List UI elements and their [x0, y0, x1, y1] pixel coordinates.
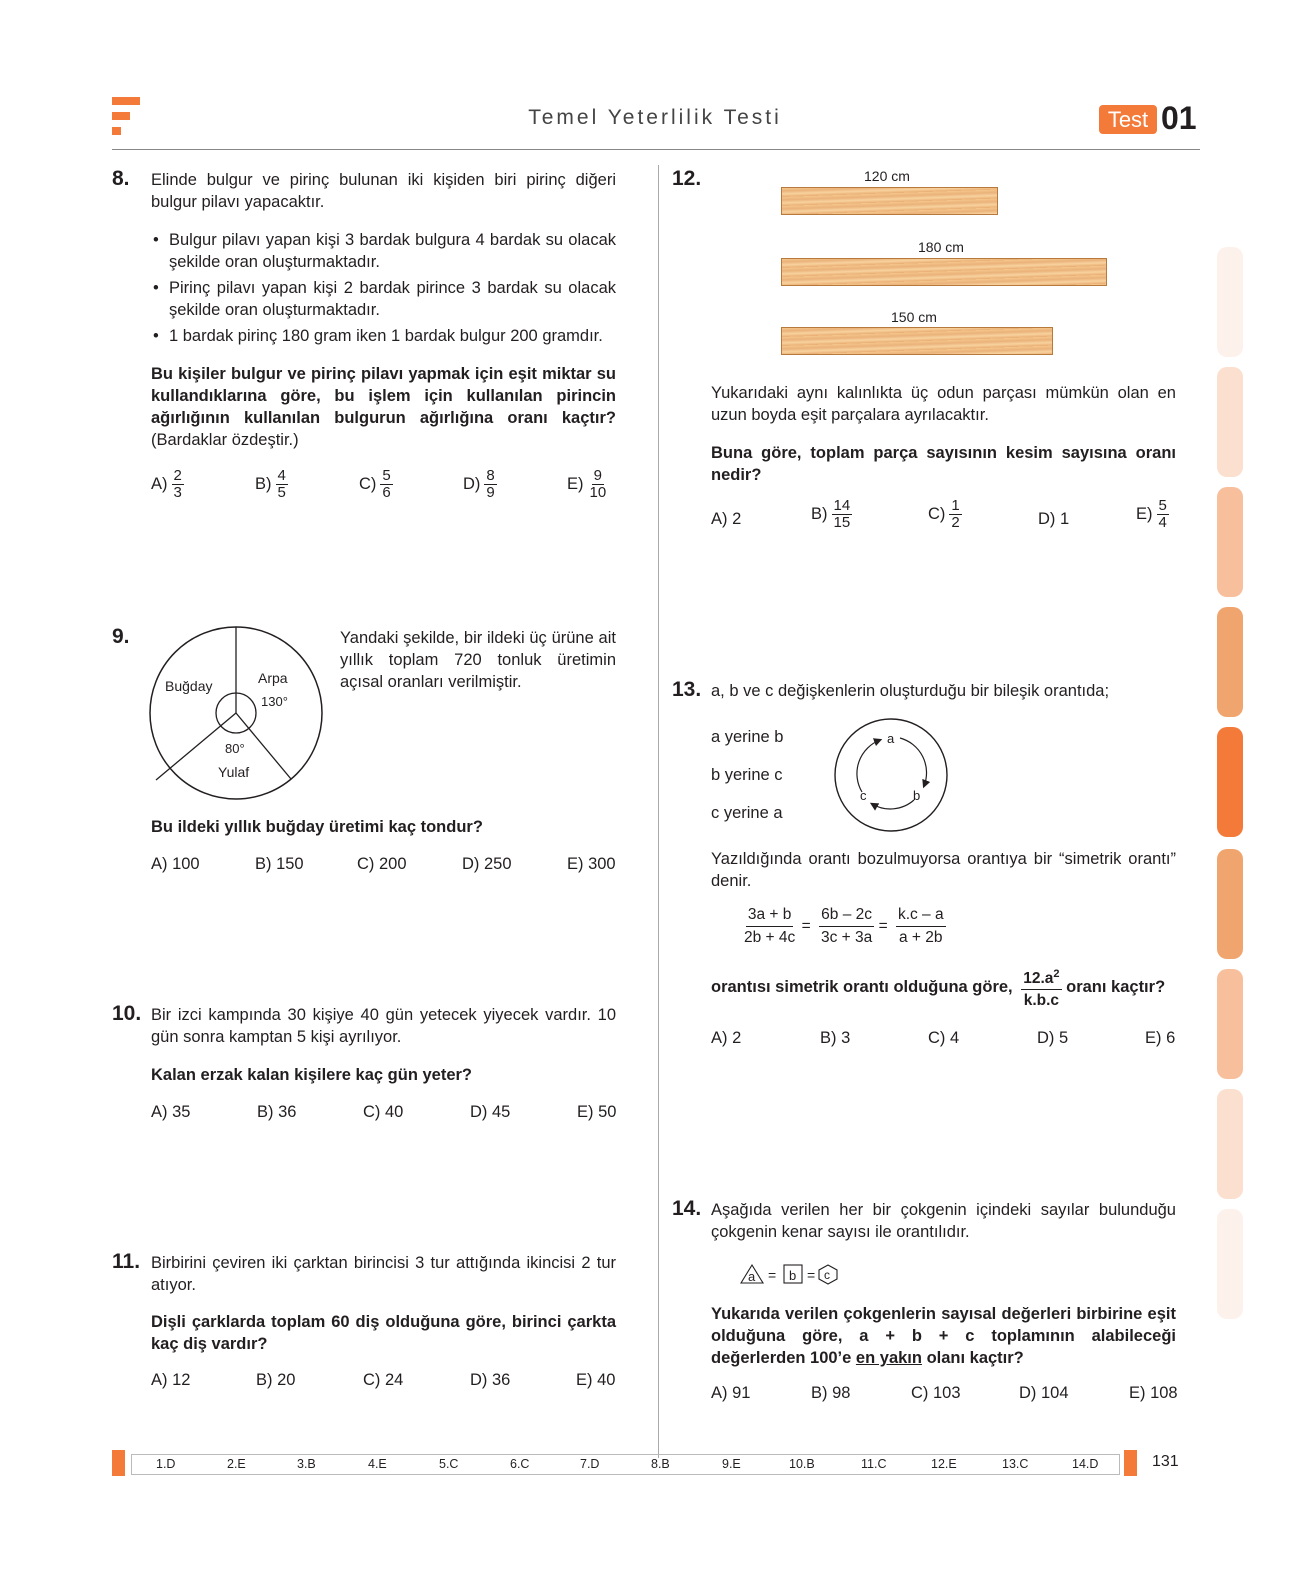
option-a[interactable]: A) 35	[151, 1103, 191, 1121]
footer-accent-left	[112, 1450, 125, 1476]
option-b[interactable]: B) 98	[811, 1384, 851, 1402]
page-header-title: Temel Yeterlilik Testi	[528, 106, 782, 129]
option-d[interactable]: D) 45	[470, 1103, 511, 1121]
test-number: 01	[1161, 100, 1197, 136]
option-a[interactable]: A) 100	[151, 855, 200, 873]
substitution-line: b yerine c	[711, 766, 783, 784]
equals-sign: =	[768, 1267, 777, 1283]
question-number: 13.	[672, 678, 702, 701]
side-tab	[1217, 849, 1243, 959]
question-stem: Yukarıda verilen çokgenlerin sayısal değerleri birbirine eşit olduğuna göre, a + b + c toplamının alabileceği değerlerden 100’e en yakın olanı kaçtır?	[711, 1305, 1176, 1367]
option-b[interactable]: B) 3	[820, 1029, 851, 1047]
answer-key-item: 12.E	[931, 1457, 957, 1471]
question-stem: Kalan erzak kalan kişilere kaç gün yeter?	[151, 1066, 473, 1084]
answer-key-item: 7.D	[580, 1457, 600, 1471]
answer-key-item: 9.E	[722, 1457, 741, 1471]
option-a[interactable]: A) 2	[711, 1029, 742, 1047]
option-d[interactable]: D) 36	[470, 1371, 511, 1389]
answer-key-item: 6.C	[510, 1457, 530, 1471]
cycle-label-a: a	[887, 731, 895, 746]
wood-log	[781, 258, 1107, 286]
answer-key-item: 14.D	[1072, 1457, 1099, 1471]
bullet-item: • 1 bardak pirinç 180 gram iken 1 bardak bulgur 200 gramdır.	[151, 325, 616, 347]
option-e[interactable]: E) 300	[567, 855, 616, 873]
header-divider	[112, 149, 1200, 150]
question-intro: Elinde bulgur ve pirinç bulunan iki kişiden biri pirinç diğeri bulgur pilavı yapacaktır.	[151, 171, 616, 211]
side-tab	[1217, 969, 1243, 1079]
option-d[interactable]: D) 250	[462, 855, 512, 873]
option-d[interactable]: D) 104	[1019, 1384, 1069, 1402]
question-number: 12.	[672, 167, 702, 190]
log-length-label: 150 cm	[891, 309, 937, 325]
question-number: 11.	[112, 1250, 141, 1273]
question-number: 8.	[112, 167, 130, 190]
cycle-arrow	[857, 740, 880, 792]
answer-key-item: 11.C	[861, 1457, 887, 1471]
question-number: 14.	[672, 1197, 702, 1220]
question-stem	[151, 363, 616, 451]
question-text: Yukarıdaki aynı kalınlıkta üç odun parçası mümkün olan en uzun boyda eşit parçalara ayrılacaktır.	[711, 384, 1176, 424]
option-c[interactable]: C) 40	[363, 1103, 404, 1121]
option-d[interactable]: D) 1	[1038, 510, 1070, 528]
answer-key-item: 3.B	[297, 1457, 316, 1471]
option-e[interactable]: E) $\frac{5}{4}$	[1136, 497, 1167, 531]
answer-key-item: 2.E	[227, 1457, 246, 1471]
bullet-item: • Bulgur pilavı yapan kişi 3 bardak bulgura 4 bardak su olacak şekilde oran oluşturmaktadır.	[151, 229, 616, 273]
pie-label-barley: Arpa	[258, 670, 288, 686]
bullet-item: • Pirinç pilavı yapan kişi 2 bardak pirince 3 bardak su olacak şekilde oran oluşturmaktadır.	[151, 277, 616, 321]
side-tab	[1217, 247, 1243, 357]
cycle-arrow	[900, 738, 927, 786]
option-c[interactable]: C) 103	[911, 1384, 961, 1402]
option-e[interactable]: E) $\frac{9}{10}$	[567, 467, 607, 501]
option-c[interactable]: C) 4	[928, 1029, 960, 1047]
answer-key-item: 13.C	[1002, 1457, 1029, 1471]
pie-diagram	[148, 625, 328, 805]
side-tab	[1217, 607, 1243, 717]
wood-log	[781, 327, 1053, 355]
wood-log	[781, 187, 998, 215]
option-b[interactable]: B) $\frac{4}{5}$	[255, 467, 286, 501]
side-tab	[1217, 1209, 1243, 1319]
option-a[interactable]: A) 2	[711, 510, 742, 528]
question-number: 10.	[112, 1002, 142, 1025]
question-stem: Dişli çarklarda toplam 60 diş olduğuna göre, birinci çarkta kaç diş vardır?	[151, 1313, 616, 1353]
proportion-equation: $\frac{3a + b}{2b + 4c}$ = $\frac{6b - 2c}{3c + 3a}$ = $\frac{k.c - a}{a + 2b}$	[744, 906, 944, 946]
option-c[interactable]: C) $\frac{1}{2}$	[928, 497, 960, 531]
side-tab	[1217, 487, 1243, 597]
option-c[interactable]: C) 200	[357, 855, 407, 873]
option-b[interactable]: B) 36	[257, 1103, 297, 1121]
answer-key-item: 1.D	[156, 1457, 176, 1471]
question-stem: Bu ildeki yıllık buğday üretimi kaç tondur?	[151, 818, 483, 836]
option-e[interactable]: E) 6	[1145, 1029, 1176, 1047]
cycle-label-b: b	[913, 788, 921, 803]
option-b[interactable]: B) 20	[256, 1371, 296, 1389]
log-length-label: 120 cm	[864, 168, 910, 184]
pie-label-wheat: Buğday	[165, 678, 213, 694]
option-a[interactable]: A) $\frac{2}{3}$	[151, 467, 182, 501]
substitution-line: a yerine b	[711, 728, 784, 746]
answer-key-item: 5.C	[439, 1457, 459, 1471]
option-b[interactable]: B) 150	[255, 855, 304, 873]
hexagon-value: c	[824, 1268, 830, 1282]
option-c[interactable]: C) 24	[363, 1371, 404, 1389]
question-text: Bir izci kampında 30 kişiye 40 gün yetecek yiyecek vardır. 10 gün sonra kamptan 5 kişi ayrılıyor.	[151, 1006, 616, 1046]
question-description: Yandaki şekilde, bir ildeki üç ürüne ait yıllık toplam 720 tonluk üretimin açısal oranları verilmiştir.	[340, 629, 616, 691]
question-number: 9.	[112, 625, 130, 648]
column-divider	[658, 165, 659, 1458]
bullet-list	[151, 229, 616, 351]
option-d[interactable]: D) $\frac{8}{9}$	[463, 467, 495, 501]
option-e[interactable]: E) 50	[577, 1103, 617, 1121]
side-tab-active	[1217, 727, 1243, 837]
log-length-label: 180 cm	[918, 239, 964, 255]
page-number: 131	[1152, 1453, 1179, 1470]
answer-key-strip	[131, 1454, 1120, 1475]
footer-accent-right	[1124, 1450, 1137, 1476]
triangle-value: a	[748, 1269, 756, 1284]
option-a[interactable]: A) 91	[711, 1384, 751, 1402]
pie-angle-barley: 130°	[261, 694, 288, 709]
cycle-label-c: c	[860, 788, 867, 803]
side-tab	[1217, 1089, 1243, 1199]
option-b[interactable]: B) $\frac{14}{15}$	[811, 497, 851, 531]
question-stem: Buna göre, toplam parça sayısının kesim sayısına oranı nedir?	[711, 444, 1176, 484]
answer-key-item: 10.B	[789, 1457, 815, 1471]
option-d[interactable]: D) 5	[1037, 1029, 1069, 1047]
question-text: Aşağıda verilen her bir çokgenin içindeki sayılar bulunduğu çokgenin kenar sayısı ile orantılıdır.	[711, 1201, 1176, 1241]
question-note: (Bardaklar özdeştir.)	[151, 431, 299, 449]
definition-text: Yazıldığında orantı bozulmuyorsa orantıya bir “simetrik orantı” denir.	[711, 850, 1176, 890]
pie-label-oat: Yulaf	[218, 764, 250, 780]
answer-key-item: 8.B	[651, 1457, 670, 1471]
side-tab	[1217, 367, 1243, 477]
option-e[interactable]: E) 40	[576, 1371, 616, 1389]
question-bold: Bu kişiler bulgur ve pirinç pilavı yapmak için eşit miktar su kullandıklarına göre, bu işlem için kullanılan pirincin ağırlığının kullanılan bulgurun ağırlığına oranı kaçtır?	[151, 365, 616, 427]
question-intro: a, b ve c değişkenlerin oluşturduğu bir bileşik orantıda;	[711, 682, 1110, 700]
question-text: Birbirini çeviren iki çarktan birincisi 3 tur attığında ikincisi 2 tur atıyor.	[151, 1254, 616, 1294]
question-stem: orantısı simetrik orantı olduğuna göre, $\frac{12.a^2}{k.b.c}$ oranı kaçtır?	[711, 964, 1181, 1011]
option-e[interactable]: E) 108	[1129, 1384, 1178, 1402]
equals-sign: =	[807, 1267, 816, 1283]
pie-angle-oat: 80°	[225, 741, 245, 756]
answer-key-item: 4.E	[368, 1457, 387, 1471]
option-a[interactable]: A) 12	[151, 1371, 191, 1389]
cycle-arrow	[872, 800, 914, 809]
square-value: b	[789, 1268, 797, 1283]
option-c[interactable]: C) $\frac{5}{6}$	[359, 467, 391, 501]
cycle-diagram	[832, 716, 950, 834]
substitution-line: c yerine a	[711, 804, 783, 822]
test-badge: Test	[1099, 105, 1157, 134]
polygon-equation	[738, 1262, 848, 1286]
